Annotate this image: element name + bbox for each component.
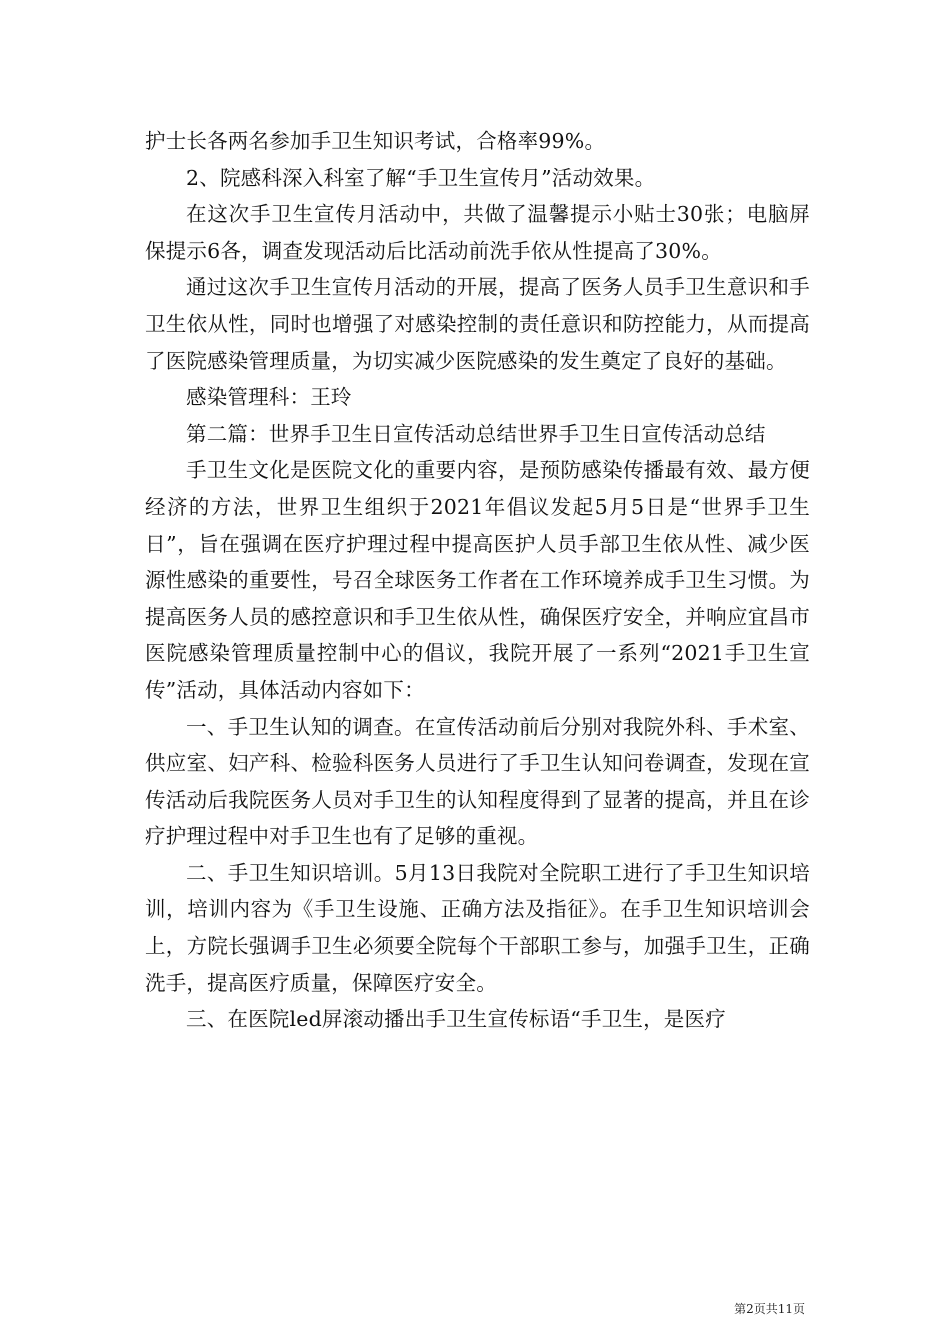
paragraph-training: 二、手卫生知识培训。5月13日我院对全院职工进行了手卫生知识培训，培训内容为《手卫生设施、正确方法及指征》。在手卫生知识培训会上，方院长强调手卫生必须要全院每个干部职工参与，加强手卫生，正确洗手，提高医疗质量，保障医疗安全。 [145, 860, 810, 995]
paragraph-intro: 手卫生文化是医院文化的重要内容，是预防感染传播最有效、最方便经济的方法，世界卫生组织于2021年倡议发起5月5日是“世界手卫生日”，旨在强调在医疗护理过程中提高医护人员手部卫生依从性、减少医源性感染的重要性，号召全球医务工作者在工作环境养成手卫生习惯。为提高医务人员的感控意识和手卫生依从性，确保医疗安全，并响应宜昌市医院感染管理质量控制中心的倡议，我院开展了一系列“2021手卫生宣传”活动，具体活动内容如下： [145, 458, 810, 702]
page-number-footer: 第2页共11页 [734, 1302, 805, 1316]
paragraph-led-screen: 三、在医院led屏滚动播出手卫生宣传标语“手卫生，是医疗 [186, 1007, 726, 1032]
paragraph-signature: 感染管理科：王玲 [186, 385, 352, 410]
paragraph-survey: 一、手卫生认知的调查。在宣传活动前后分别对我院外科、手术室、供应室、妇产科、检验科医务人员进行了手卫生认知问卷调查，发现在宣传活动后我院医务人员对手卫生的认知程度得到了显著的提高，并且在诊疗护理过程中对手卫生也有了足够的重视。 [145, 714, 810, 849]
paragraph-activity-stats: 在这次手卫生宣传月活动中，共做了温馨提示小贴士30张；电脑屏保提示6各，调查发现活动后比活动前洗手依从性提高了30%。 [145, 202, 810, 263]
paragraph-continuation: 护士长各两名参加手卫生知识考试，合格率99%。 [145, 129, 606, 153]
section-heading-part-two: 第二篇：世界手卫生日宣传活动总结世界手卫生日宣传活动总结 [186, 421, 766, 446]
document-body [145, 123, 810, 1038]
paragraph-item-2: 2、院感科深入科室了解“手卫生宣传月”活动效果。 [186, 165, 656, 190]
paragraph-summary: 通过这次手卫生宣传月活动的开展，提高了医务人员手卫生意识和手卫生依从性，同时也增强了对感染控制的责任意识和防控能力，从而提高了医院感染管理质量，为切实减少医院感染的发生奠定了良好的基础。 [145, 275, 810, 373]
